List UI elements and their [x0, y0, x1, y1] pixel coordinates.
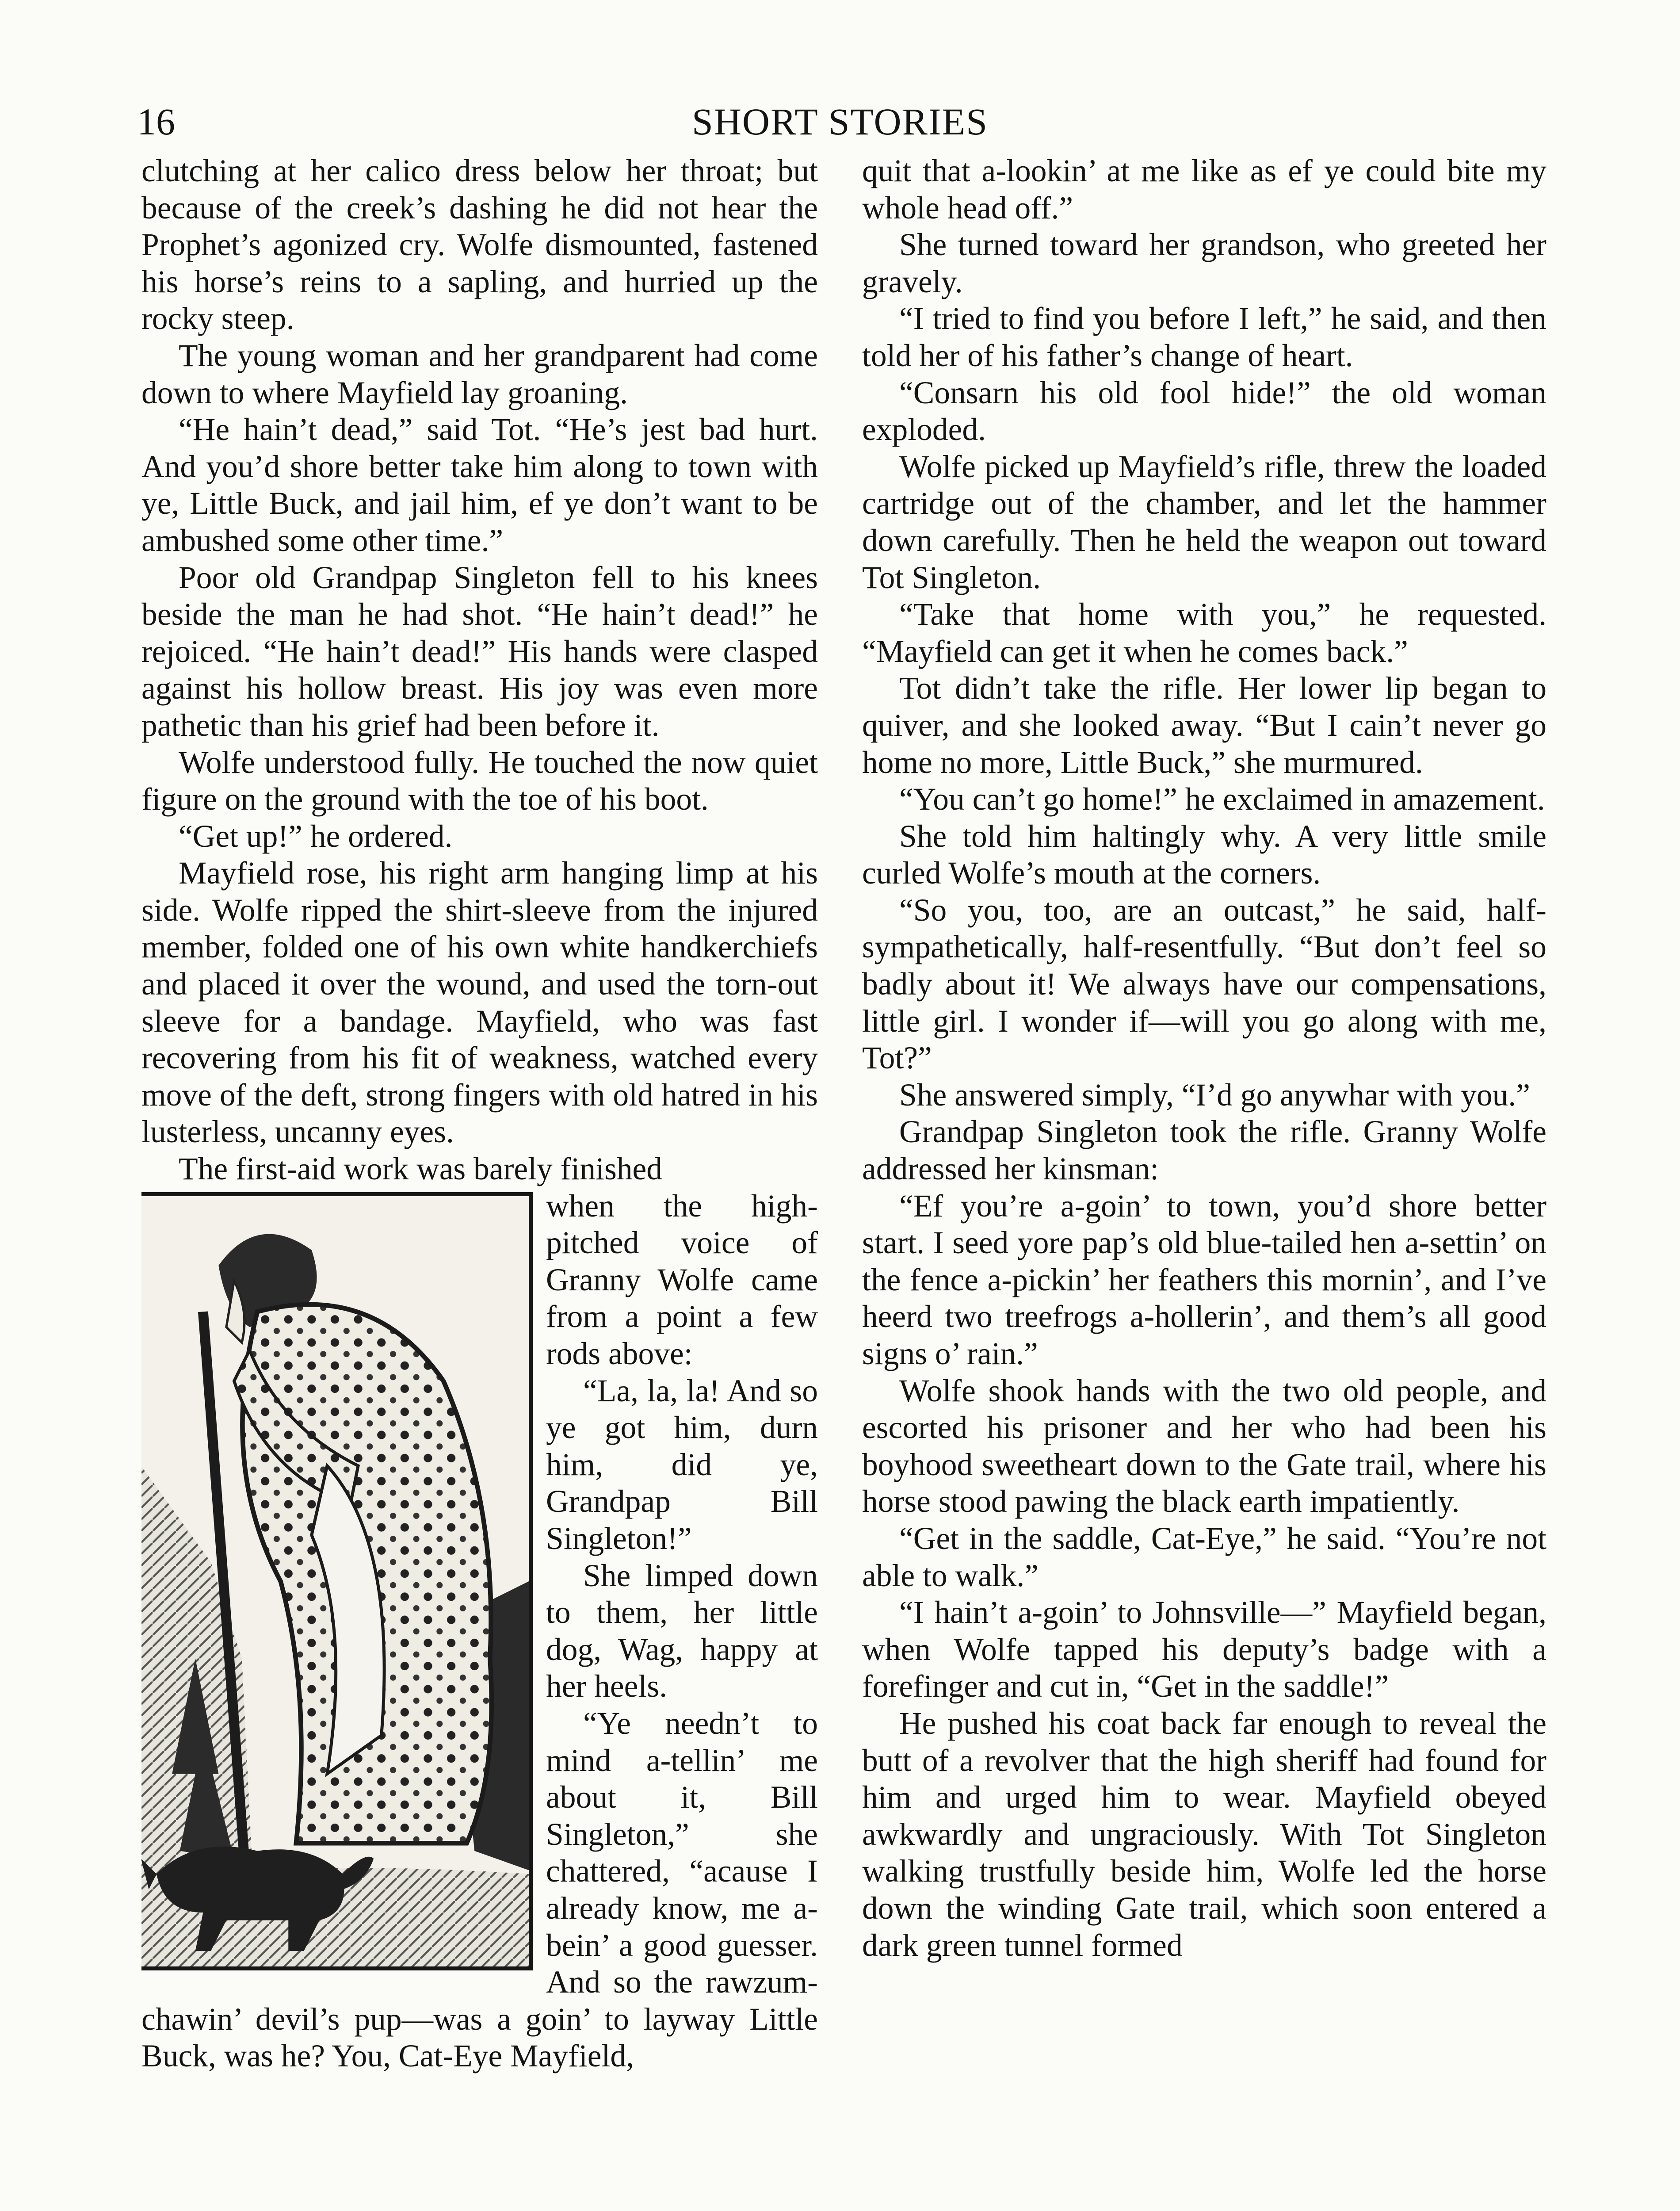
paragraph: Mayfield rose, his right arm hanging limp at his side. Wolfe ripped the shirt-sleeve from the injured member, folded one of his own white handkerchiefs and placed it over the wound, and used the torn-out sleeve for a bandage. Mayfield, who was fast recovering from his fit of weakness, watched every move of the deft, strong fingers with old hatred in his lusterless, uncanny eyes. — [141, 856, 818, 1150]
right-column — [862, 153, 1546, 2211]
page-number: 16 — [137, 100, 175, 143]
paragraph: “You can’t go home!” he exclaimed in amazement. — [899, 782, 1545, 817]
paragraph: “La, la, la! And so ye got him, durn him, did ye, Grandpap Bill Singleton!” — [546, 1373, 818, 1556]
paragraph: “He hain’t dead,” said Tot. “He’s jest bad hurt. And you’d shore better take him along to town with ye, Little Buck, and jail him, ef ye don’t want to be ambushed some other time.” — [141, 412, 818, 558]
paragraph: “Take that home with you,” he requested. “Mayfield can get it when he comes back.” — [862, 597, 1546, 669]
paragraph: He pushed his coat back far enough to reveal the butt of a revolver that the high sheriff had found for him and urged him to wear. Mayfield obeyed awkwardly and ungraciously. With Tot Singleton walking trustfully beside him, Wolfe led the horse down the winding Gate trail, which soon entered a dark green tunnel formed — [862, 1706, 1546, 1963]
paragraph: “Consarn his old fool hide!” the old woman exploded. — [862, 375, 1546, 448]
paragraph: quit that a-lookin’ at me like as ef ye could bite my whole head off.” — [862, 153, 1546, 226]
woodcut-illustration — [141, 1192, 533, 1970]
paragraph: “So you, too, are an outcast,” he said, half-sympathetically, half-resentfully. “But don’t feel so badly about it! We always have our compensations, little girl. I wonder if—will you go along with me, Tot?” — [862, 892, 1546, 1076]
paragraph: “Get in the saddle, Cat-Eye,” he said. “You’re not able to walk.” — [862, 1521, 1546, 1593]
paragraph: Poor old Grandpap Singleton fell to his knees beside the man he had shot. “He hain’t dead!” he rejoiced. “He hain’t dead!” His hands were clasped against his hollow breast. His joy was even more pathetic than his grief had been before it. — [141, 560, 818, 743]
old-woman-with-dog-icon — [141, 1196, 529, 1966]
page-header — [137, 95, 1543, 148]
paragraph: “I hain’t a-goin’ to Johnsville—” Mayfield began, when Wolfe tapped his deputy’s badge with a forefinger and cut in, “Get in the saddle!” — [862, 1595, 1546, 1704]
paragraph: “I tried to find you before I left,” he said, and then told her of his father’s change of heart. — [862, 301, 1546, 373]
paragraph: Wolfe picked up Mayfield’s rifle, threw the loaded cartridge out of the chamber, and let the hammer down carefully. Then he held the weapon out toward Tot Singleton. — [862, 449, 1546, 595]
paragraph: She limped down to them, her little dog, Wag, happy at her heels. — [546, 1558, 818, 1704]
paragraph: Grandpap Singleton took the rifle. Granny Wolfe addressed her kinsman: — [862, 1114, 1546, 1187]
paragraph: “Ye needn’t to mind a-tellin’ me about it, Bill Singleton,” she chattered, “acause I already know, me a-bein’ a good guesser. And so the rawzum-chawin’ devil’s pup—was a goin’ to layway Little Buck, was he? You, Cat-Eye Mayfield, — [141, 1706, 818, 2074]
paragraph: Wolfe shook hands with the two old people, and escorted his prisoner and her who had been his boyhood sweetheart down to the Gate trail, where his horse stood pawing the black earth impatiently. — [862, 1373, 1546, 1519]
running-title: SHORT STORIES — [692, 100, 988, 143]
paragraph: The young woman and her grandparent had come down to where Mayfield lay groaning. — [141, 338, 818, 410]
left-column — [141, 153, 818, 2211]
paragraph: clutching at her calico dress below her throat; but because of the creek’s dashing he did not hear the Prophet’s agonized cry. Wolfe dismounted, fastened his horse’s reins to a sapling, and hurried up the rocky steep. — [141, 153, 818, 337]
paragraph: Tot didn’t take the rifle. Her lower lip began to quiver, and she looked away. “But I cain’t never go home no more, Little Buck,” she murmured. — [862, 671, 1546, 780]
paragraph: She answered simply, “I’d go anywhar with you.” — [899, 1077, 1530, 1113]
paragraph: Wolfe understood fully. He touched the now quiet figure on the ground with the toe of his boot. — [141, 745, 818, 817]
paragraph: The first-aid work was barely finished — [179, 1151, 663, 1187]
paragraph: She turned toward her grandson, who greeted her gravely. — [862, 227, 1546, 299]
paragraph: “Get up!” he ordered. — [179, 819, 453, 854]
paragraph: She told him haltingly why. A very little smile curled Wolfe’s mouth at the corners. — [862, 819, 1546, 891]
paragraph: “Ef you’re a-goin’ to town, you’d shore better start. I seed yore pap’s old blue-tailed hen a-settin’ on the fence a-pickin’ her feathers this mornin’, and I’ve heerd two treefrogs a-hollerin’, and them’s all good signs o’ rain.” — [862, 1188, 1546, 1371]
paragraph: when the high-pitched voice of Granny Wolfe came from a point a few rods above: — [546, 1188, 818, 1371]
